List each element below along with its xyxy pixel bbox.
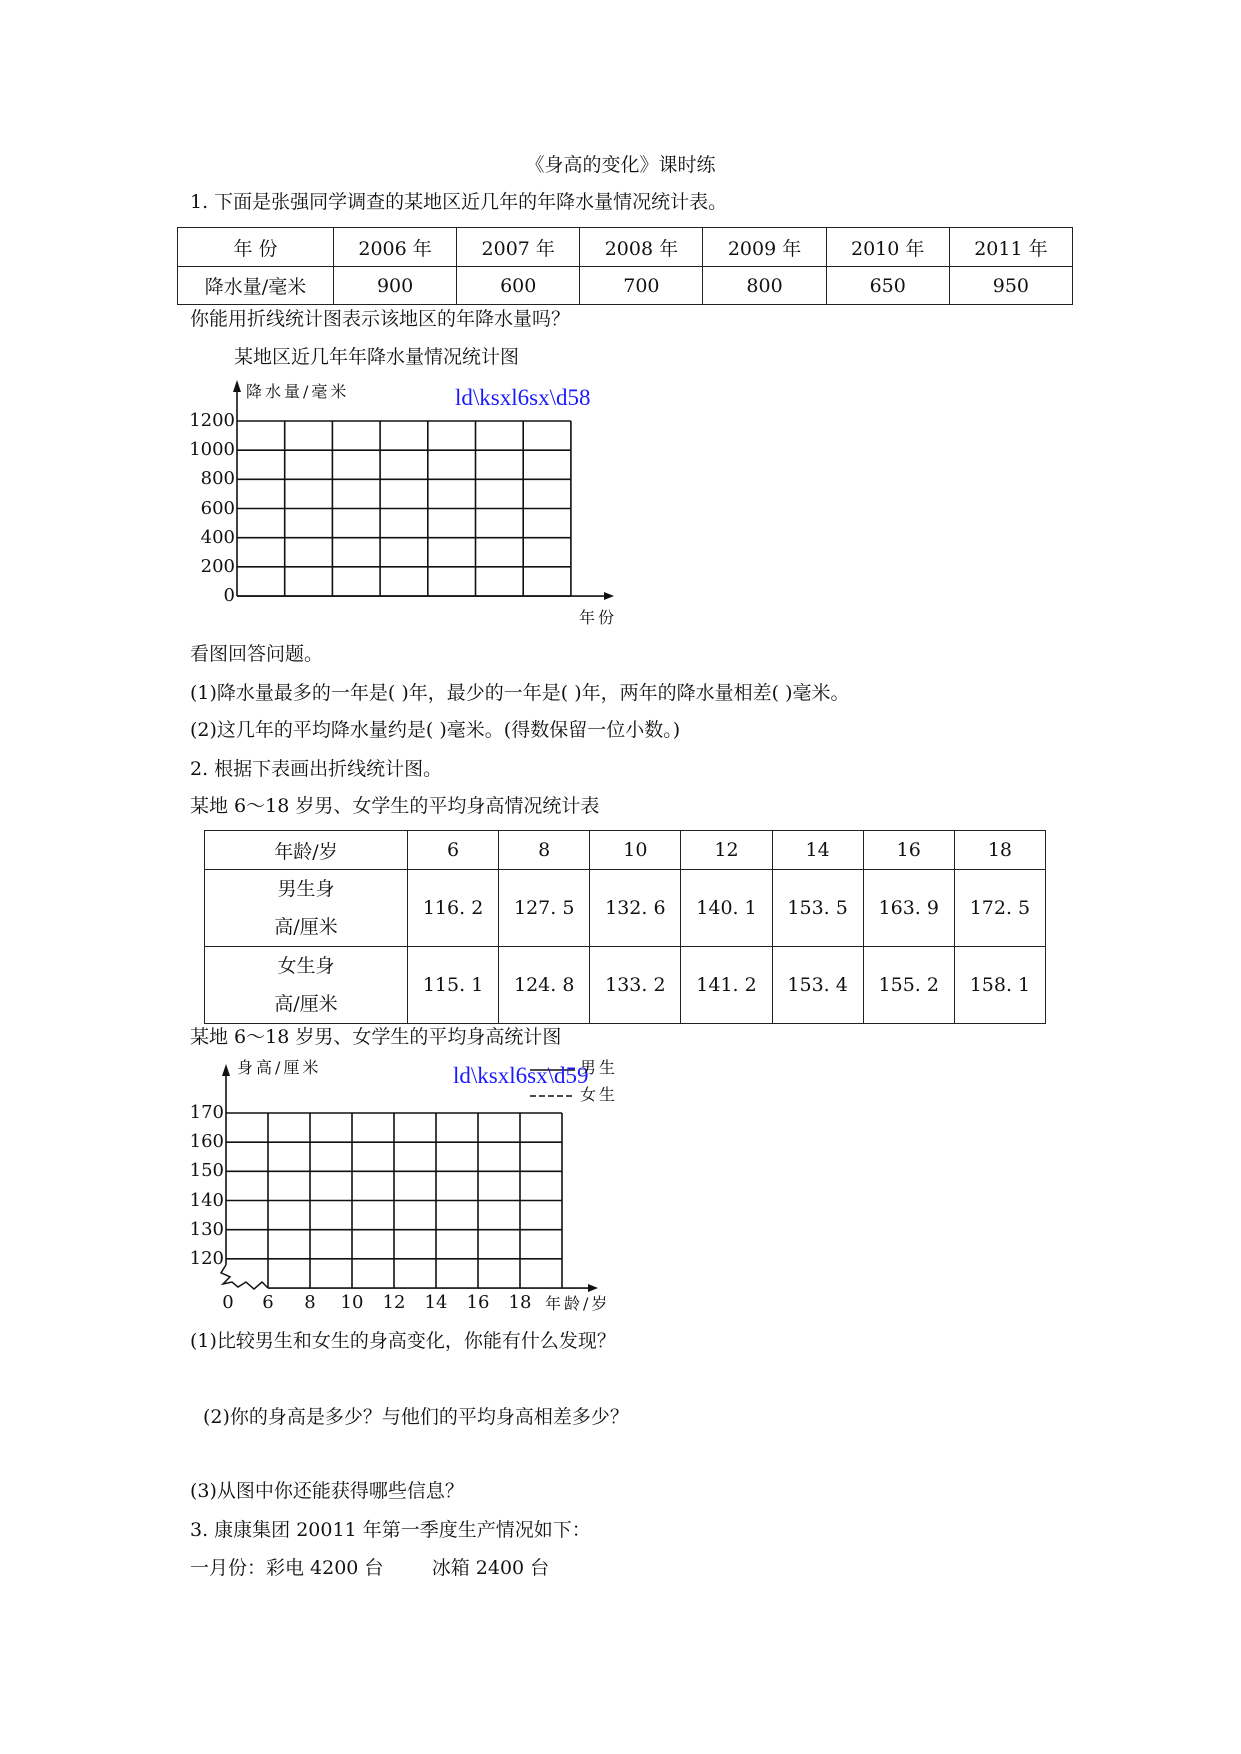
- header-boys: [205, 870, 408, 947]
- age-cell: 18: [954, 831, 1045, 870]
- boys-label-1: 男生身: [277, 878, 335, 900]
- value-cell: 650: [826, 267, 949, 305]
- y-tick-label: 170: [189, 1102, 224, 1123]
- x-axis-arrow-icon: [604, 592, 614, 600]
- header-year: 年 份: [178, 228, 334, 267]
- q1-sub2: (2)这几年的平均降水量约是( )毫米。(得数保留一位小数。): [190, 719, 681, 741]
- y-axis-arrow-icon: [233, 380, 241, 392]
- value-cell: 600: [457, 267, 580, 305]
- q2-table-title: 某地 6～18 岁男、女学生的平均身高情况统计表: [190, 795, 600, 817]
- q2-sub1: (1)比较男生和女生的身高变化，你能有什么发现？: [190, 1330, 616, 1352]
- q1-sub1: (1)降水量最多的一年是( )年，最少的一年是( )年，两年的降水量相差( )毫米。: [190, 682, 850, 704]
- boys-cell: 163. 9: [863, 870, 954, 947]
- year-cell: 2009 年: [703, 228, 826, 267]
- legend-girls: 女生: [580, 1085, 619, 1104]
- girls-label-1: 女生身: [277, 955, 335, 977]
- y-tick-label: 200: [200, 555, 235, 577]
- value-cell: 800: [703, 267, 826, 305]
- chart1-title: 某地区近几年年降水量情况统计图: [234, 346, 520, 368]
- y-tick-label: 140: [189, 1189, 224, 1211]
- boys-cell: 116. 2: [408, 870, 499, 947]
- year-cell: 2006 年: [334, 228, 457, 267]
- header-girls: [205, 947, 408, 1024]
- girls-cell: 133. 2: [590, 947, 681, 1024]
- q3-prompt: 3. 康康集团 20011 年第一季度生产情况如下：: [190, 1519, 591, 1541]
- year-cell: 2007 年: [457, 228, 580, 267]
- boys-cell: 172. 5: [954, 870, 1045, 947]
- y-tick-label: 1000: [189, 439, 235, 461]
- age-cell: 12: [681, 831, 772, 870]
- y-tick-label: 1200: [189, 410, 235, 431]
- y-axis-arrow-icon: [222, 1064, 230, 1076]
- chart2-ylabel: 身高/厘米: [237, 1058, 322, 1077]
- age-cell: 16: [863, 831, 954, 870]
- y-tick-label: 0: [223, 585, 235, 607]
- x-tick-label: 12: [382, 1292, 406, 1314]
- axis-break-icon: [221, 1265, 268, 1289]
- x-tick-label: 0: [222, 1292, 234, 1314]
- value-cell: 950: [949, 267, 1072, 305]
- y-tick-label: 130: [189, 1218, 224, 1240]
- header-rainfall: 降水量/毫米: [178, 267, 334, 305]
- girls-cell: 155. 2: [863, 947, 954, 1024]
- legend-boys: 男生: [580, 1058, 619, 1077]
- value-cell: 700: [580, 267, 703, 305]
- boys-cell: 132. 6: [590, 870, 681, 947]
- y-tick-label: 600: [200, 497, 235, 519]
- q2-prompt: 2. 根据下表画出折线统计图。: [190, 758, 443, 780]
- year-cell: 2010 年: [826, 228, 949, 267]
- page-title: 《身高的变化》课时练: [525, 154, 716, 176]
- q1-prompt: 1. 下面是张强同学调查的某地区近几年的年降水量情况统计表。: [190, 191, 728, 213]
- q2-sub2: (2)你的身高是多少？与他们的平均身高相差多少？: [203, 1406, 629, 1428]
- q1-question: 你能用折线统计图表示该地区的年降水量吗？: [190, 308, 571, 330]
- chart1-code: ld\ksxl6sx\d58: [455, 385, 591, 410]
- x-tick-label: 16: [466, 1292, 490, 1314]
- y-tick-label: 800: [200, 468, 235, 490]
- boys-label-2: 高/厘米: [274, 916, 338, 938]
- x-tick-label: 8: [304, 1292, 316, 1314]
- q2-sub3: (3)从图中你还能获得哪些信息？: [190, 1480, 464, 1502]
- age-cell: 8: [499, 831, 590, 870]
- boys-cell: 153. 5: [772, 870, 863, 947]
- girls-cell: 158. 1: [954, 947, 1045, 1024]
- age-cell: 10: [590, 831, 681, 870]
- header-age: 年龄/岁: [205, 831, 408, 870]
- age-cell: 6: [408, 831, 499, 870]
- chart2-code: ld\ksxl6sx\d59: [453, 1063, 589, 1088]
- girls-cell: 115. 1: [408, 947, 499, 1024]
- x-tick-label: 10: [340, 1292, 364, 1314]
- chart2-title: 某地 6～18 岁男、女学生的平均身高统计图: [190, 1026, 562, 1048]
- chart1-xlabel: 年份: [579, 608, 618, 627]
- chart2-xlabel: 年龄/岁: [545, 1294, 611, 1313]
- y-tick-label: 150: [189, 1160, 224, 1182]
- q3-line1: 一月份：彩电 4200 台 冰箱 2400 台: [190, 1557, 550, 1579]
- boys-cell: 140. 1: [681, 870, 772, 947]
- girls-cell: 124. 8: [499, 947, 590, 1024]
- x-tick-label: 18: [508, 1292, 532, 1314]
- x-tick-label: 14: [424, 1292, 448, 1314]
- girls-cell: 141. 2: [681, 947, 772, 1024]
- boys-cell: 127. 5: [499, 870, 590, 947]
- y-tick-label: 400: [200, 526, 235, 548]
- height-table: [204, 830, 1046, 1024]
- year-cell: 2008 年: [580, 228, 703, 267]
- year-cell: 2011 年: [949, 228, 1072, 267]
- girls-cell: 153. 4: [772, 947, 863, 1024]
- girls-label-2: 高/厘米: [274, 993, 338, 1015]
- age-cell: 14: [772, 831, 863, 870]
- x-axis-arrow-icon: [588, 1284, 598, 1292]
- x-tick-label: 6: [262, 1292, 274, 1314]
- q1-answer-intro: 看图回答问题。: [190, 643, 324, 665]
- chart1-ylabel: 降水量/毫米: [246, 382, 350, 401]
- value-cell: 900: [334, 267, 457, 305]
- y-tick-label: 160: [189, 1131, 224, 1153]
- y-tick-label: 120: [189, 1247, 224, 1269]
